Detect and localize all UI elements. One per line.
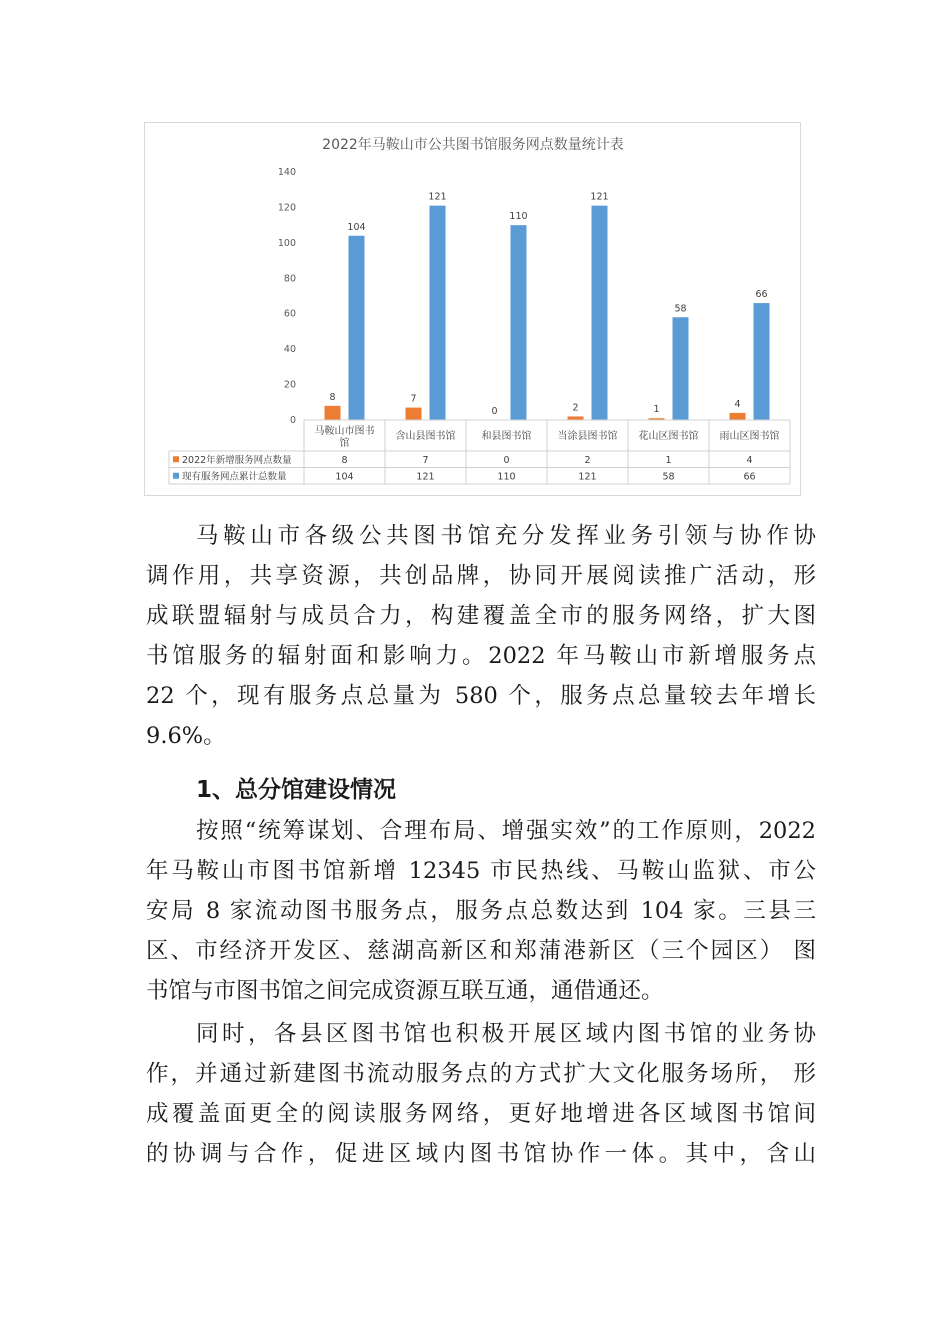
chart-container bbox=[144, 122, 801, 496]
section-heading: 1、总分馆建设情况 bbox=[196, 777, 397, 803]
text-line: 同时，各县区图书馆也积极开展区域内图书馆的业务协 bbox=[196, 1021, 816, 1047]
text-line: 年马鞍山市图书馆新增 12345 市民热线、马鞍山监狱、市公 bbox=[146, 858, 816, 884]
bar-new bbox=[325, 406, 341, 420]
table-cell: 66 bbox=[743, 471, 756, 483]
table-cell: 121 bbox=[578, 471, 597, 483]
bar-value-label: 110 bbox=[509, 211, 528, 223]
bar-value-label: 66 bbox=[755, 289, 768, 301]
bar-total bbox=[430, 206, 446, 420]
text-line: 马鞍山市各级公共图书馆充分发挥业务引领与协作协 bbox=[196, 523, 816, 549]
table-cell: 121 bbox=[416, 471, 435, 483]
y-tick-label: 80 bbox=[283, 273, 296, 285]
text-line: 的协调与合作，促进区域内图书馆协作一体。其中，含山 bbox=[146, 1141, 816, 1167]
y-axis bbox=[278, 167, 296, 426]
text-line: 9.6%。 bbox=[146, 723, 226, 749]
text-line: 成联盟辐射与成员合力，构建覆盖全市的服务网络，扩大图 bbox=[146, 603, 816, 629]
category-label: 花山区图书馆 bbox=[638, 431, 699, 442]
text-line: 安局 8 家流动图书服务点，服务点总数达到 104 家。三县三 bbox=[146, 898, 816, 924]
y-tick-label: 100 bbox=[277, 237, 296, 249]
y-tick-label: 60 bbox=[283, 308, 296, 320]
table-cell: 2 bbox=[584, 454, 591, 466]
category-label: 含山县图书馆 bbox=[395, 431, 456, 442]
paragraph-1 bbox=[146, 516, 816, 756]
data-labels bbox=[329, 192, 767, 417]
bar-total bbox=[754, 303, 770, 420]
text-line: 书馆服务的辐射面和影响力。2022 年马鞍山市新增服务点 bbox=[146, 643, 816, 669]
bar-new bbox=[568, 416, 584, 420]
table-cell: 4 bbox=[746, 454, 753, 466]
y-tick-label: 140 bbox=[277, 167, 296, 178]
bar-value-label: 121 bbox=[590, 191, 609, 203]
table-cell: 58 bbox=[662, 471, 675, 483]
bar-value-label: 121 bbox=[428, 191, 447, 203]
text-line: 成覆盖面更全的阅读服务网络，更好地增进各区域图书馆间 bbox=[146, 1101, 816, 1127]
bar-new bbox=[406, 408, 422, 420]
table-cell: 1 bbox=[665, 454, 672, 466]
bar-value-label: 8 bbox=[329, 391, 336, 403]
legend-swatch bbox=[173, 473, 179, 479]
bar-value-label: 1 bbox=[653, 404, 660, 416]
paragraph-3 bbox=[146, 1014, 816, 1174]
category-label: 马鞍山市图书 bbox=[314, 426, 375, 437]
bar-value-label: 2 bbox=[572, 402, 579, 414]
bar-value-label: 58 bbox=[674, 303, 687, 315]
table-cell: 0 bbox=[503, 454, 510, 466]
chart-title: 2022年马鞍山市公共图书馆服务网点数量统计表 bbox=[322, 137, 624, 153]
y-tick-label: 120 bbox=[277, 202, 296, 214]
bar-value-label: 0 bbox=[491, 406, 498, 417]
bar-total bbox=[511, 225, 527, 420]
category-label: 和县图书馆 bbox=[481, 431, 532, 442]
text-line: 书馆与市图书馆之间完成资源互联互通，通借通还。 bbox=[146, 978, 664, 1004]
category-label: 馆 bbox=[339, 438, 350, 449]
legend-entry: 现有服务网点累计总数量 bbox=[182, 471, 287, 483]
bar-total bbox=[673, 317, 689, 420]
bar-value-label: 7 bbox=[410, 393, 417, 405]
data-table bbox=[169, 420, 790, 484]
bar-new bbox=[730, 413, 746, 420]
bar-value-label: 104 bbox=[347, 221, 366, 233]
table-cell: 8 bbox=[341, 454, 348, 466]
table-cell: 7 bbox=[422, 454, 429, 466]
text-line: 按照“统筹谋划、合理布局、增强实效”的工作原则，2022 bbox=[196, 818, 816, 844]
bar-value-label: 4 bbox=[734, 398, 741, 410]
bar-total bbox=[349, 236, 365, 420]
y-tick-label: 0 bbox=[289, 415, 296, 426]
y-tick-label: 20 bbox=[283, 379, 296, 391]
text-line: 区、市经济开发区、慈湖高新区和郑蒲港新区（三个园区） 图 bbox=[146, 938, 816, 964]
bar-chart bbox=[145, 123, 802, 497]
text-line: 调作用，共享资源，共创品牌，协同开展阅读推广活动，形 bbox=[146, 563, 816, 589]
category-label: 雨山区图书馆 bbox=[719, 431, 780, 442]
text-line: 22 个，现有服务点总量为 580 个，服务点总量较去年增长 bbox=[146, 683, 816, 709]
text-line: 作，并通过新建图书流动服务点的方式扩大文化服务场所， 形 bbox=[146, 1061, 816, 1087]
bar-total bbox=[592, 206, 608, 420]
table-cell: 104 bbox=[335, 471, 354, 483]
bars bbox=[325, 206, 770, 420]
y-tick-label: 40 bbox=[283, 344, 296, 356]
paragraph-2 bbox=[146, 811, 816, 1011]
table-cell: 110 bbox=[497, 471, 516, 483]
legend-entry: 2022年新增服务网点数量 bbox=[182, 454, 292, 466]
legend-swatch bbox=[173, 456, 179, 462]
category-label: 当涂县图书馆 bbox=[557, 431, 618, 442]
